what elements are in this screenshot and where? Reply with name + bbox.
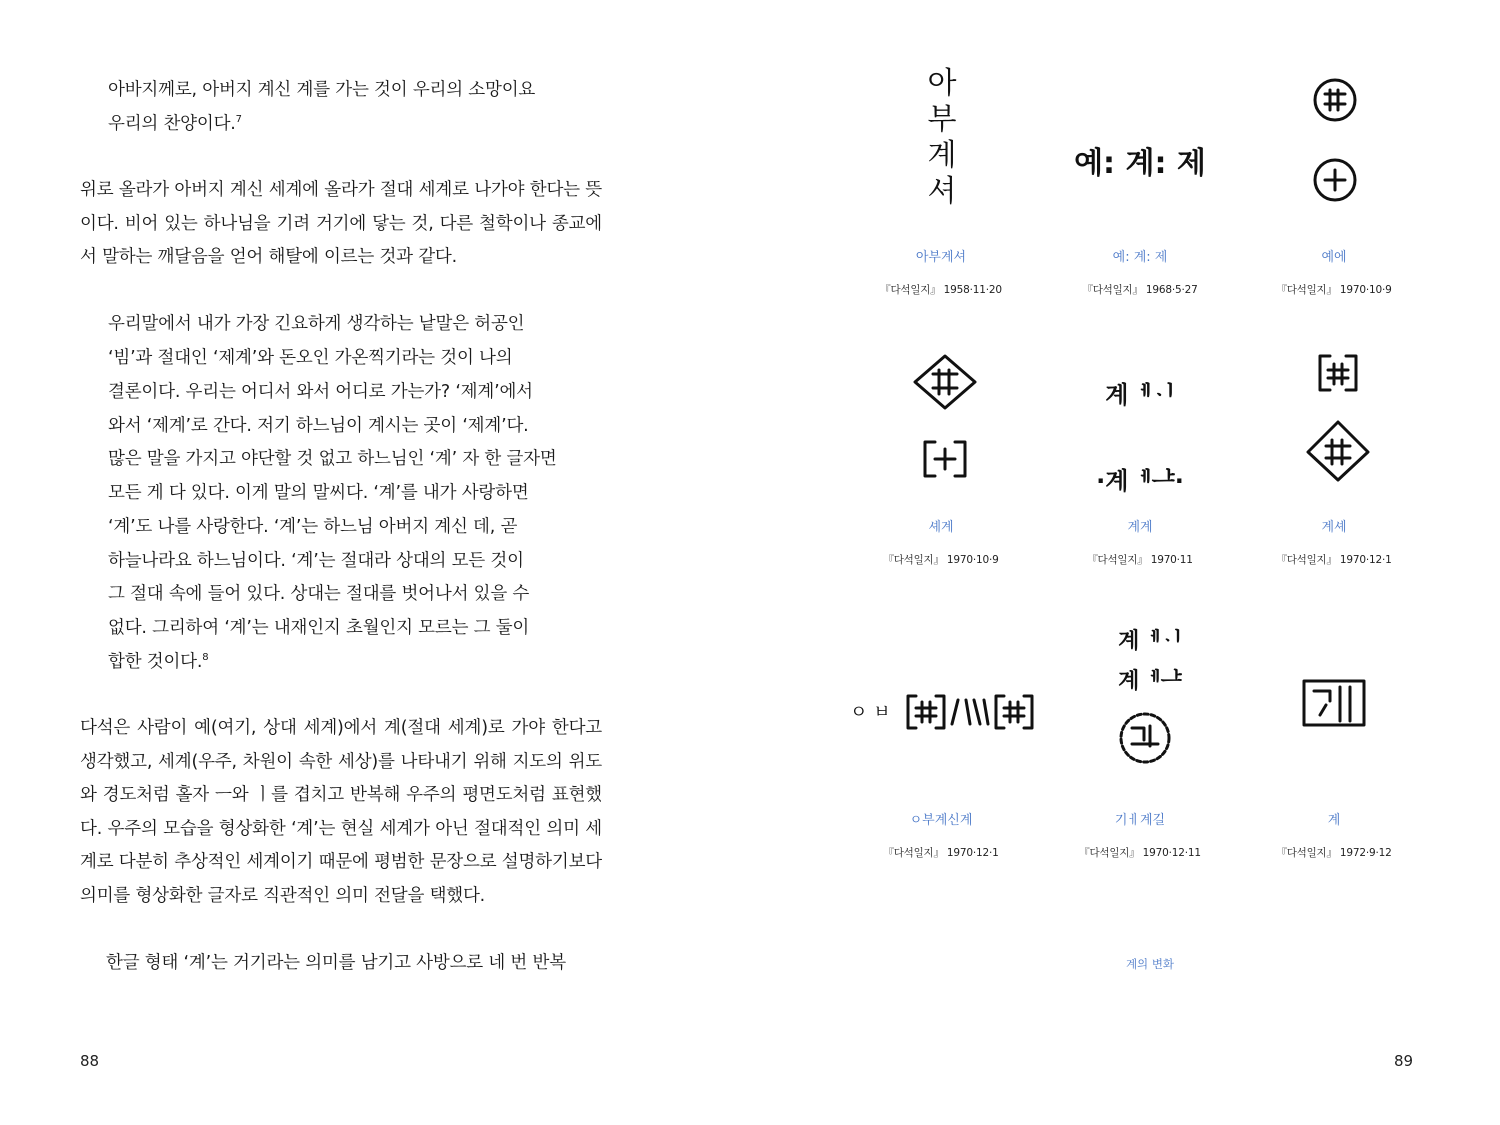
figure-source-4: 『다석일지』 1970·10·9: [883, 554, 999, 566]
figure-source-2: 『다석일지』 1968·5·27: [1082, 284, 1198, 296]
figure-caption-4: 셰계: [928, 520, 954, 535]
figure-source-3: 『다석일지』 1970·10·9: [1276, 284, 1392, 296]
quote2-line: 모든 게 다 있다. 이게 말의 말씨다. ‘계’를 내가 사랑하면: [108, 483, 529, 503]
calligraphy-glyph-7: [900, 690, 1040, 734]
calligraphy-glyph-8: 계ᅦᆡ 계ᅦᆣ: [1118, 629, 1182, 694]
calligraphy-glyph-2: 예: 계: 제: [1074, 146, 1206, 181]
calligraphy-glyph-4: [905, 350, 985, 485]
figure-title: 계의 변화: [1125, 957, 1175, 971]
quote2-line: 그 절대 속에 들어 있다. 상대는 절대를 벗어나서 있을 수: [108, 584, 530, 604]
body-paragraph-3: 한글 형태 ‘계’는 거기라는 의미를 남기고 사방으로 네 번 반복: [106, 953, 566, 973]
quote2-line: ‘계’도 나를 사랑한다. ‘계’는 하느님 아버지 계신 데, 곧: [108, 517, 518, 537]
calligraphy-glyph-9: [1300, 675, 1370, 731]
quote2-line: 우리말에서 내가 가장 긴요하게 생각하는 낱말은 허공인: [108, 314, 525, 334]
quote2-line: ‘빔’과 절대인 ‘제계’와 돈오인 가온찍기라는 것이 나의: [108, 348, 513, 368]
figure-caption-8: 기ㅔ계길: [1114, 813, 1166, 828]
calligraphy-glyph-6: [1298, 350, 1378, 485]
page-number-left: 88: [80, 1052, 100, 1070]
quote1-line1: 아바지께로, 아버지 계신 계를 가는 것이 우리의 소망이요: [108, 80, 536, 100]
quote2-line: 많은 말을 가지고 야단할 것 없고 하느님인 ‘계’ 자 한 글자면: [108, 449, 557, 469]
calligraphy-glyph-1: 아 부 계 셔: [927, 66, 957, 209]
footnote-8: 8: [202, 652, 209, 664]
figure-caption-1: 아부계셔: [915, 250, 967, 265]
calligraphy-glyph-5: 계ᅦᆡ ·계ᅦᆣ·: [1096, 381, 1184, 495]
calligraphy-glyph-7-text: ㅇ ㅂ: [850, 702, 891, 723]
figure-caption-5: 계계: [1127, 520, 1153, 535]
page-number-right: 89: [1394, 1052, 1414, 1070]
quote2-last-line: [108, 646, 208, 680]
body-paragraph-2: 다석은 사람이 예(여기, 상대 세계)에서 계(절대 세계)로 가야 한다고 생각했고, 세계(우주, 차원이 속한 세상)를 나타내기 위해 지도의 위도와 경도처럼 홀자 ㅡ와 ㅣ를 겹치고 반복해 우주의 평면도처럼 표현했다. 우주의 모습을 형상화한 ‘계’는 현실 세계가 아닌 절대적인 의미 세계로 다분히 추상적인 세계이기 때문에 평범한 문장으로 설명하기보다 의미를 형상화한 글자로 직관적인 의미 전달을 택했다.: [80, 718, 602, 906]
quote2-line: 와서 ‘제계’로 간다. 저기 하느님이 계시는 곳이 ‘제계’다.: [108, 416, 529, 436]
figure-caption-3: 예에: [1321, 250, 1347, 265]
figure-caption-2: 예: 계: 제: [1112, 250, 1168, 265]
figure-source-5: 『다석일지』 1970·11: [1087, 554, 1193, 566]
figure-source-9: 『다석일지』 1972·9·12: [1276, 847, 1392, 859]
figure-source-7: 『다석일지』 1970·12·1: [883, 847, 999, 859]
calligraphy-glyph-8-circle: [1110, 710, 1180, 766]
quote2-line: 결론이다. 우리는 어디서 와서 어디로 가는가? ‘제계’에서: [108, 382, 533, 402]
quote1-line2: [108, 108, 242, 142]
quote2-line: 없다. 그리하여 ‘계’는 내재인지 초월인지 모르는 그 둘이: [108, 618, 530, 638]
quote2-line: 하늘나라요 하느님이다. ‘계’는 절대라 상대의 모든 것이: [108, 551, 524, 571]
figure-caption-9: 계: [1327, 813, 1341, 828]
figure-caption-7: ㅇ부계신계: [909, 813, 973, 828]
footnote-7: 7: [235, 114, 242, 126]
calligraphy-glyph-3: [1305, 70, 1365, 210]
quote2-line-text: 합한 것이다.: [108, 652, 203, 672]
figure-source-6: 『다석일지』 1970·12·1: [1276, 554, 1392, 566]
quote1-line2-text: 우리의 찬양이다.: [108, 114, 236, 134]
right-page: [750, 0, 1500, 1125]
figure-caption-6: 계셰: [1321, 520, 1347, 535]
figure-source-8: 『다석일지』 1970·12·11: [1079, 847, 1201, 859]
figure-source-1: 『다석일지』 1958·11·20: [880, 284, 1002, 296]
body-paragraph-1: 위로 올라가 아버지 계신 세계에 올라가 절대 세계로 나가야 한다는 뜻이다. 비어 있는 하나님을 기려 거기에 닿는 것, 다른 철학이나 종교에서 말하는 깨달음을 얻어 해탈에 이르는 것과 같다.: [80, 180, 602, 267]
